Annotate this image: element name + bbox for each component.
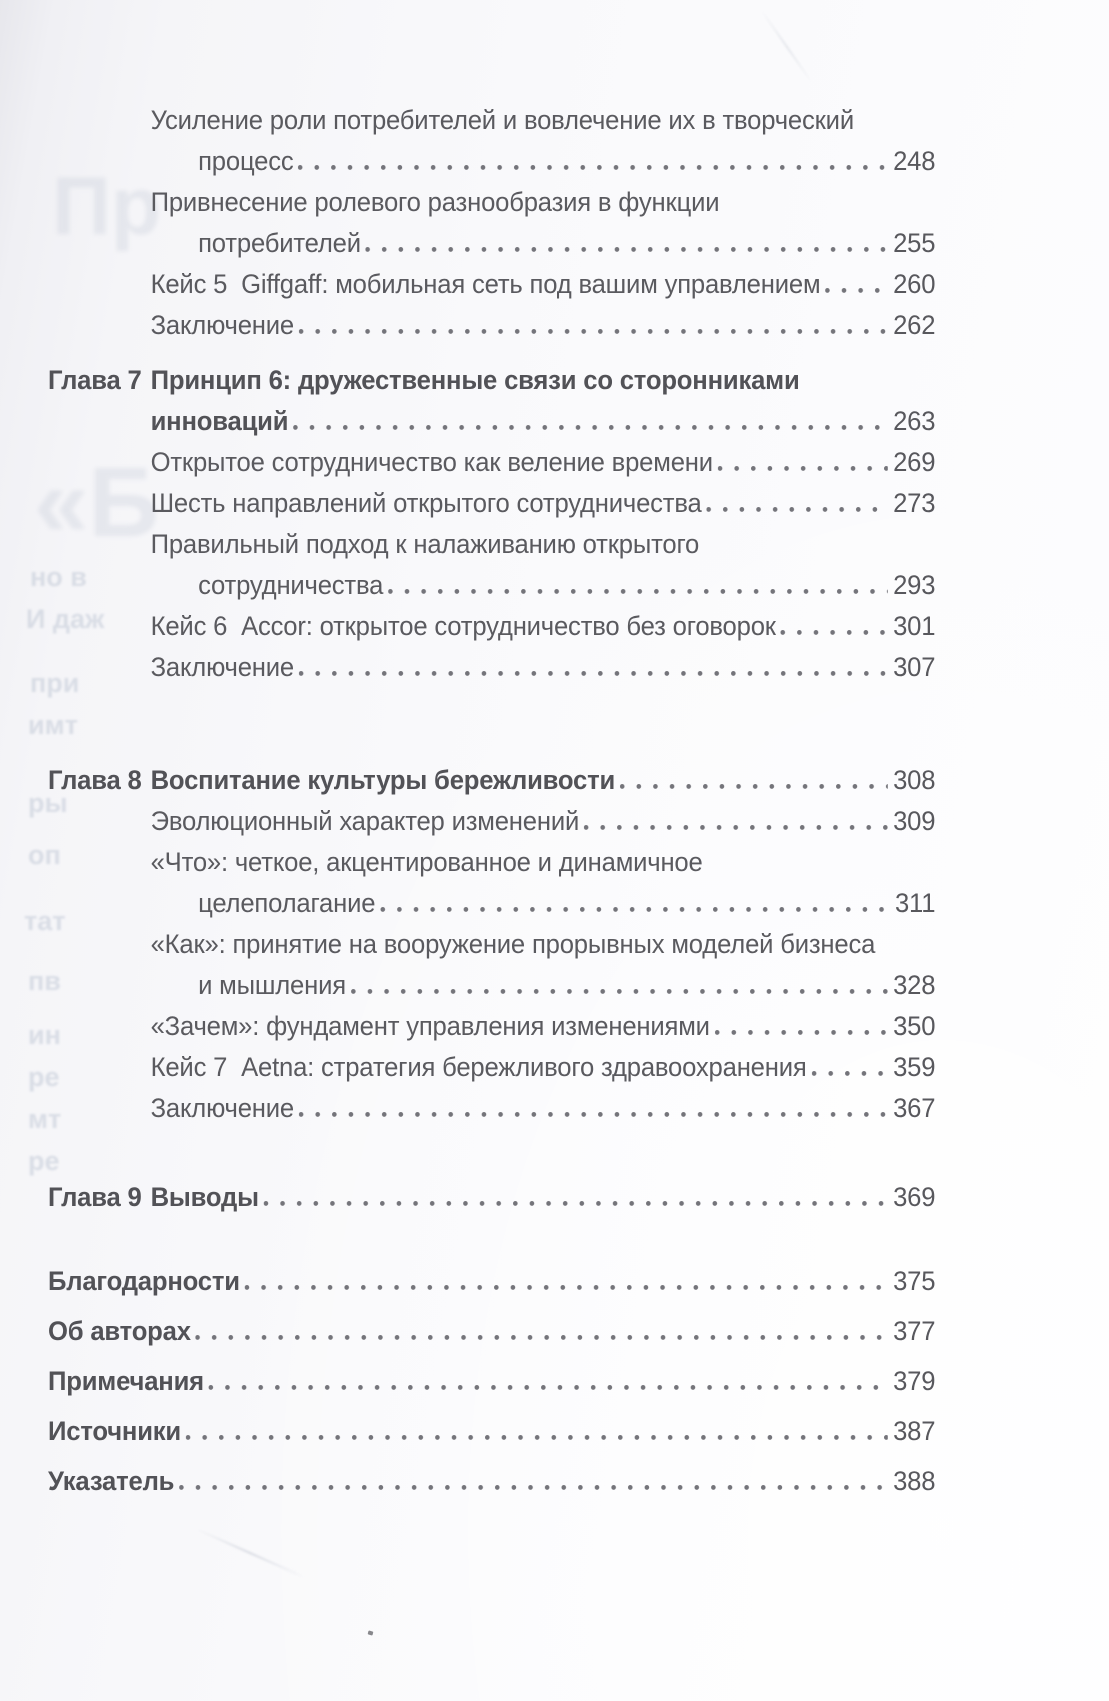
toc-page-number: 359 <box>893 1052 936 1082</box>
toc-page-number: 307 <box>893 652 936 682</box>
toc-page-number: 350 <box>893 1011 936 1041</box>
toc-entry-text: сотрудничества <box>198 570 384 600</box>
toc-continuation-indent <box>151 965 198 1006</box>
bleed-through-text: при <box>30 668 80 698</box>
toc-chapter-label <box>48 1088 151 1129</box>
toc-page-number: 328 <box>893 970 936 1000</box>
toc-entry-line <box>48 1256 935 1306</box>
dot-leader <box>245 1285 888 1290</box>
toc-page-number: 309 <box>893 806 936 836</box>
dot-leader <box>293 425 887 430</box>
toc-chapter-label <box>48 223 151 264</box>
toc-entry-text: Правильный подход к налаживанию открытого <box>150 529 700 559</box>
toc-entry-text: и мышления <box>198 970 346 1000</box>
toc-entry-line <box>48 606 935 647</box>
toc-page-number: 293 <box>893 570 936 600</box>
toc-page-number: 273 <box>893 488 936 518</box>
toc-chapter-label <box>48 883 151 924</box>
dot-leader <box>264 1201 888 1206</box>
toc-entry-text: Благодарности <box>48 1266 240 1296</box>
toc-entry-line <box>48 1456 935 1506</box>
toc-entry-text: Воспитание культуры бережливости <box>150 765 616 795</box>
toc-entry <box>48 1006 935 1047</box>
dot-leader <box>299 329 888 334</box>
toc-entry <box>48 801 935 842</box>
toc-chapter-label <box>48 100 151 141</box>
toc-chapter-label <box>48 483 151 524</box>
bleed-through-text: ре <box>28 1062 60 1092</box>
toc-entry <box>48 1356 935 1406</box>
bleed-through-text: ре <box>28 1146 60 1176</box>
toc-page-number: 311 <box>894 888 936 918</box>
toc-entry-text: Заключение <box>150 652 295 682</box>
toc-page-number: 269 <box>893 447 936 477</box>
toc-entry-line <box>48 1006 935 1047</box>
toc-entry-line <box>48 141 935 182</box>
toc-entry <box>48 1306 935 1356</box>
toc-entry-line <box>48 647 935 688</box>
dot-leader <box>718 466 888 471</box>
toc-chapter-label <box>48 801 151 842</box>
dot-leader <box>584 825 888 830</box>
toc-entry-line <box>48 842 935 883</box>
toc-entry-line <box>48 1356 935 1406</box>
dot-leader <box>298 165 887 170</box>
toc-group <box>48 760 935 1129</box>
toc-entry-text: Принцип 6: дружественные связи со сторонниками <box>150 365 800 395</box>
dot-leader <box>366 247 888 252</box>
toc-chapter-label: Глава 7 <box>48 365 142 395</box>
toc-entry-line <box>48 1306 935 1356</box>
toc-continuation-indent <box>151 565 198 606</box>
bleed-through-text: «Б <box>34 447 159 557</box>
toc-entry <box>48 1177 935 1218</box>
toc-entry-line <box>48 1047 935 1088</box>
bleed-through-text: ры <box>28 788 68 818</box>
toc-entry <box>48 647 935 688</box>
toc-chapter-label <box>48 264 151 305</box>
toc-entry-text: Источники <box>48 1416 182 1446</box>
bleed-through-text: имт <box>28 710 78 740</box>
dot-leader <box>299 671 888 676</box>
toc-continuation-indent <box>151 141 198 182</box>
toc-page-number: 379 <box>893 1366 936 1396</box>
dot-leader <box>196 1335 888 1340</box>
toc-entry <box>48 1088 935 1129</box>
bleed-through-text: ин <box>28 1020 61 1050</box>
toc-entry-text: Кейс 5 Giffgaff: мобильная сеть под вашим управлением <box>150 269 821 299</box>
dot-leader <box>706 507 887 512</box>
toc-entry <box>48 182 935 264</box>
dot-leader <box>380 907 889 912</box>
toc-continuation-indent <box>151 223 198 264</box>
toc-entry-line <box>48 401 935 442</box>
toc-entry-line <box>48 305 935 346</box>
toc-page-number: 248 <box>893 146 936 176</box>
dot-leader <box>351 989 888 994</box>
bleed-through-text: но в <box>30 562 87 592</box>
toc-chapter-label <box>48 442 151 483</box>
toc-entry <box>48 1047 935 1088</box>
toc-entry <box>48 360 935 442</box>
toc-entry <box>48 100 935 182</box>
toc-entry <box>48 264 935 305</box>
toc-group <box>48 1256 935 1506</box>
toc-group <box>48 360 935 688</box>
toc-chapter-label <box>48 401 151 442</box>
bleed-through-text: Пр <box>52 161 162 252</box>
dot-leader <box>781 630 888 635</box>
toc-entry-text: «Зачем»: фундамент управления изменениями <box>150 1011 710 1041</box>
toc-entry-line <box>48 182 935 223</box>
toc-chapter-label <box>48 606 151 647</box>
dot-leader <box>620 784 888 789</box>
toc-entry <box>48 606 935 647</box>
toc-chapter-label <box>48 305 151 346</box>
toc-entry-line <box>48 483 935 524</box>
bleed-through-text: И даж <box>26 604 105 634</box>
toc-page-number: 255 <box>893 228 936 258</box>
toc-entry-line <box>48 801 935 842</box>
toc-entry-text: Открытое сотрудничество как веление времени <box>150 447 713 477</box>
toc-page-number: 263 <box>893 406 936 436</box>
toc-page-number: 367 <box>893 1093 936 1123</box>
toc-entry <box>48 1406 935 1456</box>
toc-chapter-label <box>48 1006 151 1047</box>
toc-entry <box>48 1256 935 1306</box>
toc-entry-text: «Как»: принятие на вооружение прорывных моделей бизнеса <box>150 929 876 959</box>
toc-page-number: 375 <box>893 1266 936 1296</box>
dot-leader <box>825 288 887 293</box>
toc-entry-text: Выводы <box>150 1182 259 1212</box>
toc-chapter-label <box>48 1047 151 1088</box>
toc-entry <box>48 924 935 1006</box>
toc-entry-text: потребителей <box>198 228 361 258</box>
toc-page-number: 388 <box>893 1466 936 1496</box>
toc-entry-text: Заключение <box>150 310 295 340</box>
toc-chapter-label <box>48 924 151 965</box>
toc-chapter-label <box>48 141 151 182</box>
toc-entry-line <box>48 565 935 606</box>
toc-entry-line <box>48 1406 935 1456</box>
table-of-contents <box>48 100 935 1506</box>
dot-leader <box>388 589 887 594</box>
toc-entry-line <box>48 524 935 565</box>
toc-entry-line <box>48 965 935 1006</box>
bleed-through-text: тат <box>24 906 66 936</box>
toc-entry-line <box>48 264 935 305</box>
toc-entry-text: Примечания <box>48 1366 204 1396</box>
toc-entry-text: Кейс 7 Aetna: стратегия бережливого здравоохранения <box>150 1052 807 1082</box>
toc-chapter-label <box>48 524 151 565</box>
toc-entry-line <box>48 442 935 483</box>
toc-entry-text: инноваций <box>150 406 289 436</box>
toc-page-number: 262 <box>893 310 936 340</box>
toc-entry-text: целеполагание <box>198 888 376 918</box>
toc-entry <box>48 760 935 801</box>
toc-entry-text: Заключение <box>150 1093 295 1123</box>
toc-entry-text: Усиление роли потребителей и вовлечение их в творческий <box>150 105 854 135</box>
toc-chapter-label <box>48 965 151 1006</box>
dot-leader <box>299 1112 888 1117</box>
toc-entry-line <box>48 100 935 141</box>
toc-entry-text: Привнесение ролевого разнообразия в функции <box>150 187 720 217</box>
toc-group <box>48 100 935 346</box>
toc-page-number: 301 <box>893 611 936 641</box>
toc-entry-line <box>48 760 935 801</box>
toc-entry-text: Об авторах <box>48 1316 191 1346</box>
dot-leader <box>811 1071 887 1076</box>
toc-entry <box>48 483 935 524</box>
toc-page-number: 387 <box>893 1416 936 1446</box>
toc-entry-text: Указатель <box>48 1466 175 1496</box>
toc-chapter-label: Глава 8 <box>48 765 142 795</box>
dot-leader <box>715 1030 888 1035</box>
toc-entry-text: Шесть направлений открытого сотрудничества <box>150 488 702 518</box>
toc-continuation-indent <box>151 883 198 924</box>
bleed-through-text: пв <box>28 966 61 996</box>
toc-entry-text: процесс <box>198 146 294 176</box>
toc-entry <box>48 442 935 483</box>
toc-entry <box>48 1456 935 1506</box>
toc-page-number: 377 <box>893 1316 936 1346</box>
toc-group <box>48 1177 935 1218</box>
toc-entry-text: Эволюционный характер изменений <box>150 806 580 836</box>
toc-entry <box>48 524 935 606</box>
toc-chapter-label: Глава 9 <box>48 1182 142 1212</box>
scan-streak <box>195 1528 305 1579</box>
toc-entry <box>48 842 935 924</box>
dot-leader <box>179 1485 887 1490</box>
toc-entry-line <box>48 360 935 401</box>
bleed-through-text: мт <box>28 1104 62 1134</box>
toc-entry-line <box>48 883 935 924</box>
toc-entry-text: Кейс 6 Accor: открытое сотрудничество без оговорок <box>150 611 776 641</box>
toc-entry-line <box>48 223 935 264</box>
scan-streak <box>760 10 813 85</box>
dot-leader <box>209 1385 888 1390</box>
toc-chapter-label <box>48 647 151 688</box>
toc-entry-line <box>48 1088 935 1129</box>
toc-chapter-label <box>48 565 151 606</box>
toc-page-number: 308 <box>893 765 936 795</box>
toc-page-number: 369 <box>893 1182 936 1212</box>
toc-entry-line <box>48 1177 935 1218</box>
toc-chapter-label <box>48 182 151 223</box>
toc-page-number: 260 <box>893 269 936 299</box>
dot-leader <box>186 1435 888 1440</box>
toc-entry-line <box>48 924 935 965</box>
toc-entry <box>48 305 935 346</box>
toc-chapter-label <box>48 842 151 883</box>
bleed-through-text: оп <box>28 840 61 870</box>
toc-entry-text: «Что»: четкое, акцентированное и динамичное <box>150 847 703 877</box>
scan-speck <box>368 1630 374 1635</box>
